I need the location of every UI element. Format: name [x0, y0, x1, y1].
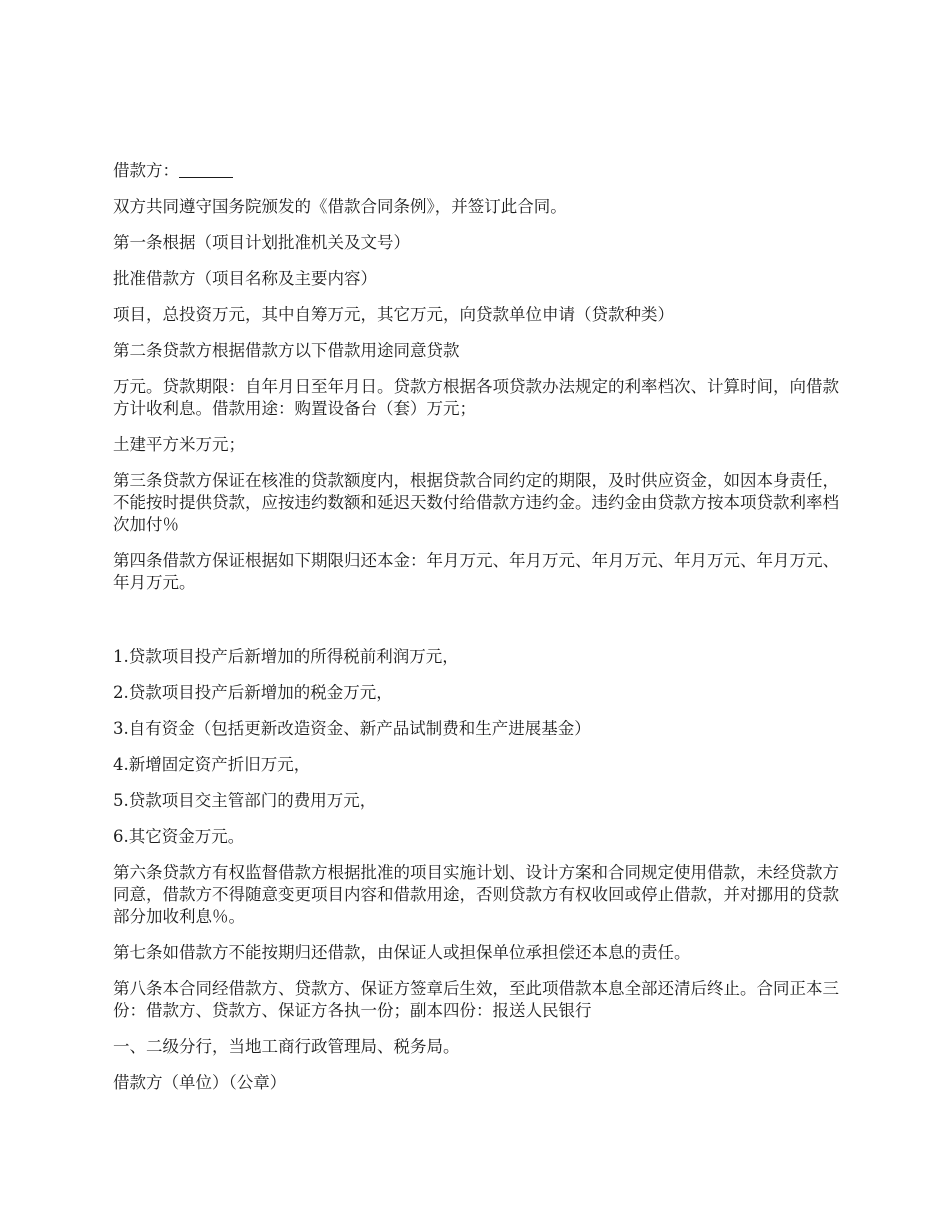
article-7: 第七条如借款方不能按期归还借款，由保证人或担保单位承担偿还本息的责任。 — [113, 943, 691, 962]
construction-line: 土建平方米万元； — [113, 435, 245, 454]
article-1: 第一条根据（项目计划批准机关及文号） — [113, 233, 410, 252]
article-2: 第二条贷款方根据借款方以下借款用途同意贷款 — [113, 341, 460, 360]
list-item: 6.其它资金万元。 — [113, 827, 245, 846]
list-item: 2.贷款项目投产后新增加的税金万元， — [113, 683, 393, 702]
article-8: 第八条本合同经借款方、贷款方、保证方签章后生效，至此项借款本息全部还清后终止。合同正本三份：借款方、贷款方、保证方各执一份；副本四份：报送人民银行 — [113, 979, 839, 1020]
loan-term-paragraph: 万元。贷款期限：自年月日至年月日。贷款方根据各项贷款办法规定的利率档次、计算时间，向借款方计收利息。借款用途：购置设备台（套）万元； — [113, 377, 839, 418]
list-item: 4.新增固定资产折旧万元， — [113, 755, 311, 774]
project-line: 项目，总投资万元，其中自筹万元，其它万元，向贷款单位申请（贷款种类） — [113, 305, 674, 324]
list-item: 5.贷款项目交主管部门的费用万元， — [113, 791, 377, 810]
list-item: 1.贷款项目投产后新增加的所得税前利润万元， — [113, 647, 459, 666]
article-6: 第六条贷款方有权监督借款方根据批准的项目实施计划、设计方案和合同规定使用借款，未经贷款方同意，借款方不得随意变更项目内容和借款用途，否则贷款方有权收回或停止借款，并对挪用的贷款部分加收利息％。 — [113, 863, 839, 926]
document-body — [113, 160, 843, 1108]
borrower-line — [113, 160, 843, 182]
branch-line: 一、二级分行，当地工商行政管理局、税务局。 — [113, 1037, 460, 1056]
borrower-blank — [179, 161, 233, 178]
intro-paragraph: 双方共同遵守国务院颁发的《借款合同条例》，并签订此合同。 — [113, 197, 567, 216]
list-item: 3.自有资金（包括更新改造资金、新产品试制费和生产进展基金） — [113, 719, 591, 738]
signature-line: 借款方（单位）（公章） — [113, 1073, 287, 1092]
borrower-label: 借款方： — [113, 161, 179, 180]
approved-line: 批准借款方（项目名称及主要内容） — [113, 269, 377, 288]
article-4: 第四条借款方保证根据如下期限归还本金：年月万元、年月万元、年月万元、年月万元、年月万元、年月万元。 — [113, 551, 839, 592]
article-3: 第三条贷款方保证在核准的贷款额度内，根据贷款合同约定的期限，及时供应资金，如因本身责任，不能按时提供贷款，应按违约数额和延迟天数付给借款方违约金。违约金由贷款方按本项贷款利率档次加付％ — [113, 471, 839, 534]
